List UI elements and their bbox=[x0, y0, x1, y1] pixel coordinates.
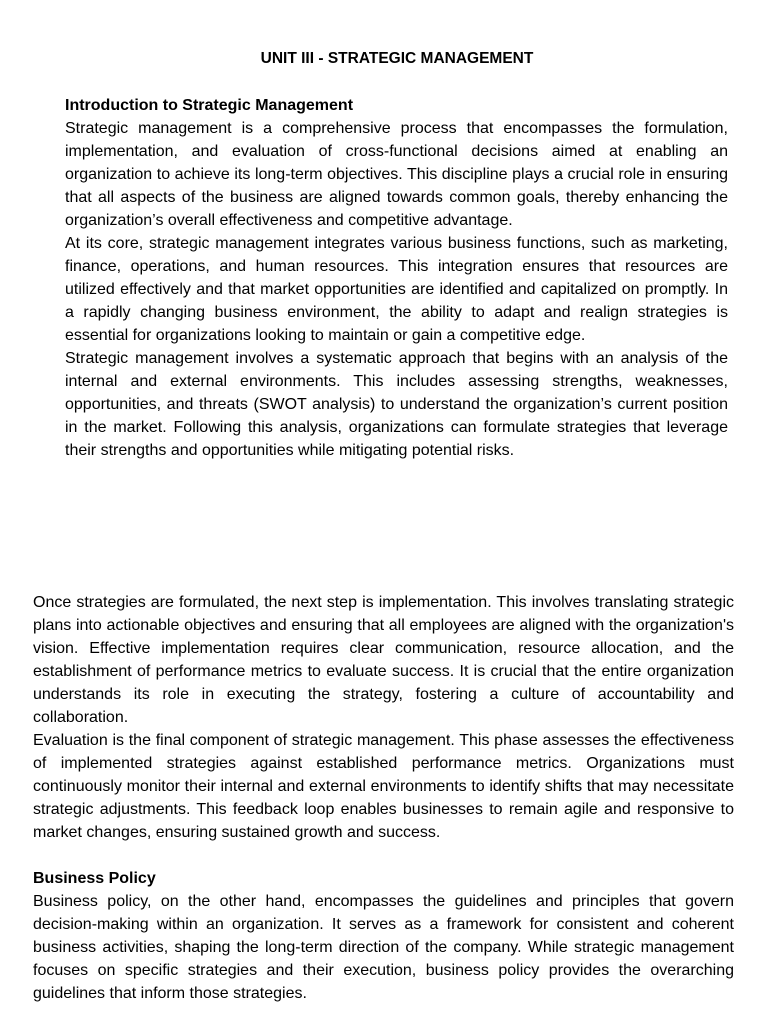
business-policy-heading: Business Policy bbox=[33, 870, 156, 887]
intro-section bbox=[65, 94, 728, 462]
intro-paragraph-2: At its core, strategic management integrates various business functions, such as marketing, finance, operations, and human resources. This integration ensures that resources are utilized effectively and that market opportunities are identified and capitalized on promptly. In a rapidly changing business environment, the ability to adapt and realign strategies is essential for organizations looking to maintain or gain a competitive edge. bbox=[65, 235, 728, 344]
paragraph-spacer bbox=[33, 844, 734, 867]
intro-heading: Introduction to Strategic Management bbox=[65, 97, 354, 114]
intro-paragraph-3: Strategic management involves a systematic approach that begins with an analysis of the internal and external environments. This includes assessing strengths, weaknesses, opportunities, and threats (SWOT analysis) to understand the organization’s current position in the market. Following this analysis, organizations can formulate strategies that leverage their strengths and opportunities while mitigating potential risks. bbox=[65, 350, 728, 459]
implementation-paragraph: Once strategies are formulated, the next step is implementation. This involves translating strategic plans into actionable objectives and ensuring that all employees are aligned with the organization's vision. Effective implementation requires clear communication, resource allocation, and the establishment of performance metrics to evaluate success. It is crucial that the entire organization understands its role in executing the strategy, fostering a culture of accountability and collaboration. bbox=[33, 594, 734, 726]
intro-paragraph-1: Strategic management is a comprehensive process that encompasses the formulation, implementation, and evaluation of cross-functional decisions aimed at enabling an organization to achieve its long-term objectives. This discipline plays a crucial role in ensuring that all aspects of the business are aligned towards common goals, thereby enhancing the organization’s overall effectiveness and competitive advantage. bbox=[65, 120, 728, 229]
document-title: UNIT III - STRATEGIC MANAGEMENT bbox=[260, 50, 534, 67]
evaluation-paragraph: Evaluation is the final component of strategic management. This phase assesses the effectiveness of implemented strategies against established performance metrics. Organizations must continuously monitor their internal and external environments to identify shifts that may necessitate strategic adjustments. This feedback loop enables businesses to remain agile and responsive to market changes, ensuring sustained growth and success. bbox=[33, 732, 734, 841]
continuation-section bbox=[33, 591, 734, 1005]
business-policy-paragraph: Business policy, on the other hand, encompasses the guidelines and principles that govern decision-making within an organization. It serves as a framework for consistent and coherent business activities, shaping the long-term direction of the company. While strategic management focuses on specific strategies and their execution, business policy provides the overarching guidelines that inform those strategies. bbox=[33, 893, 734, 1002]
